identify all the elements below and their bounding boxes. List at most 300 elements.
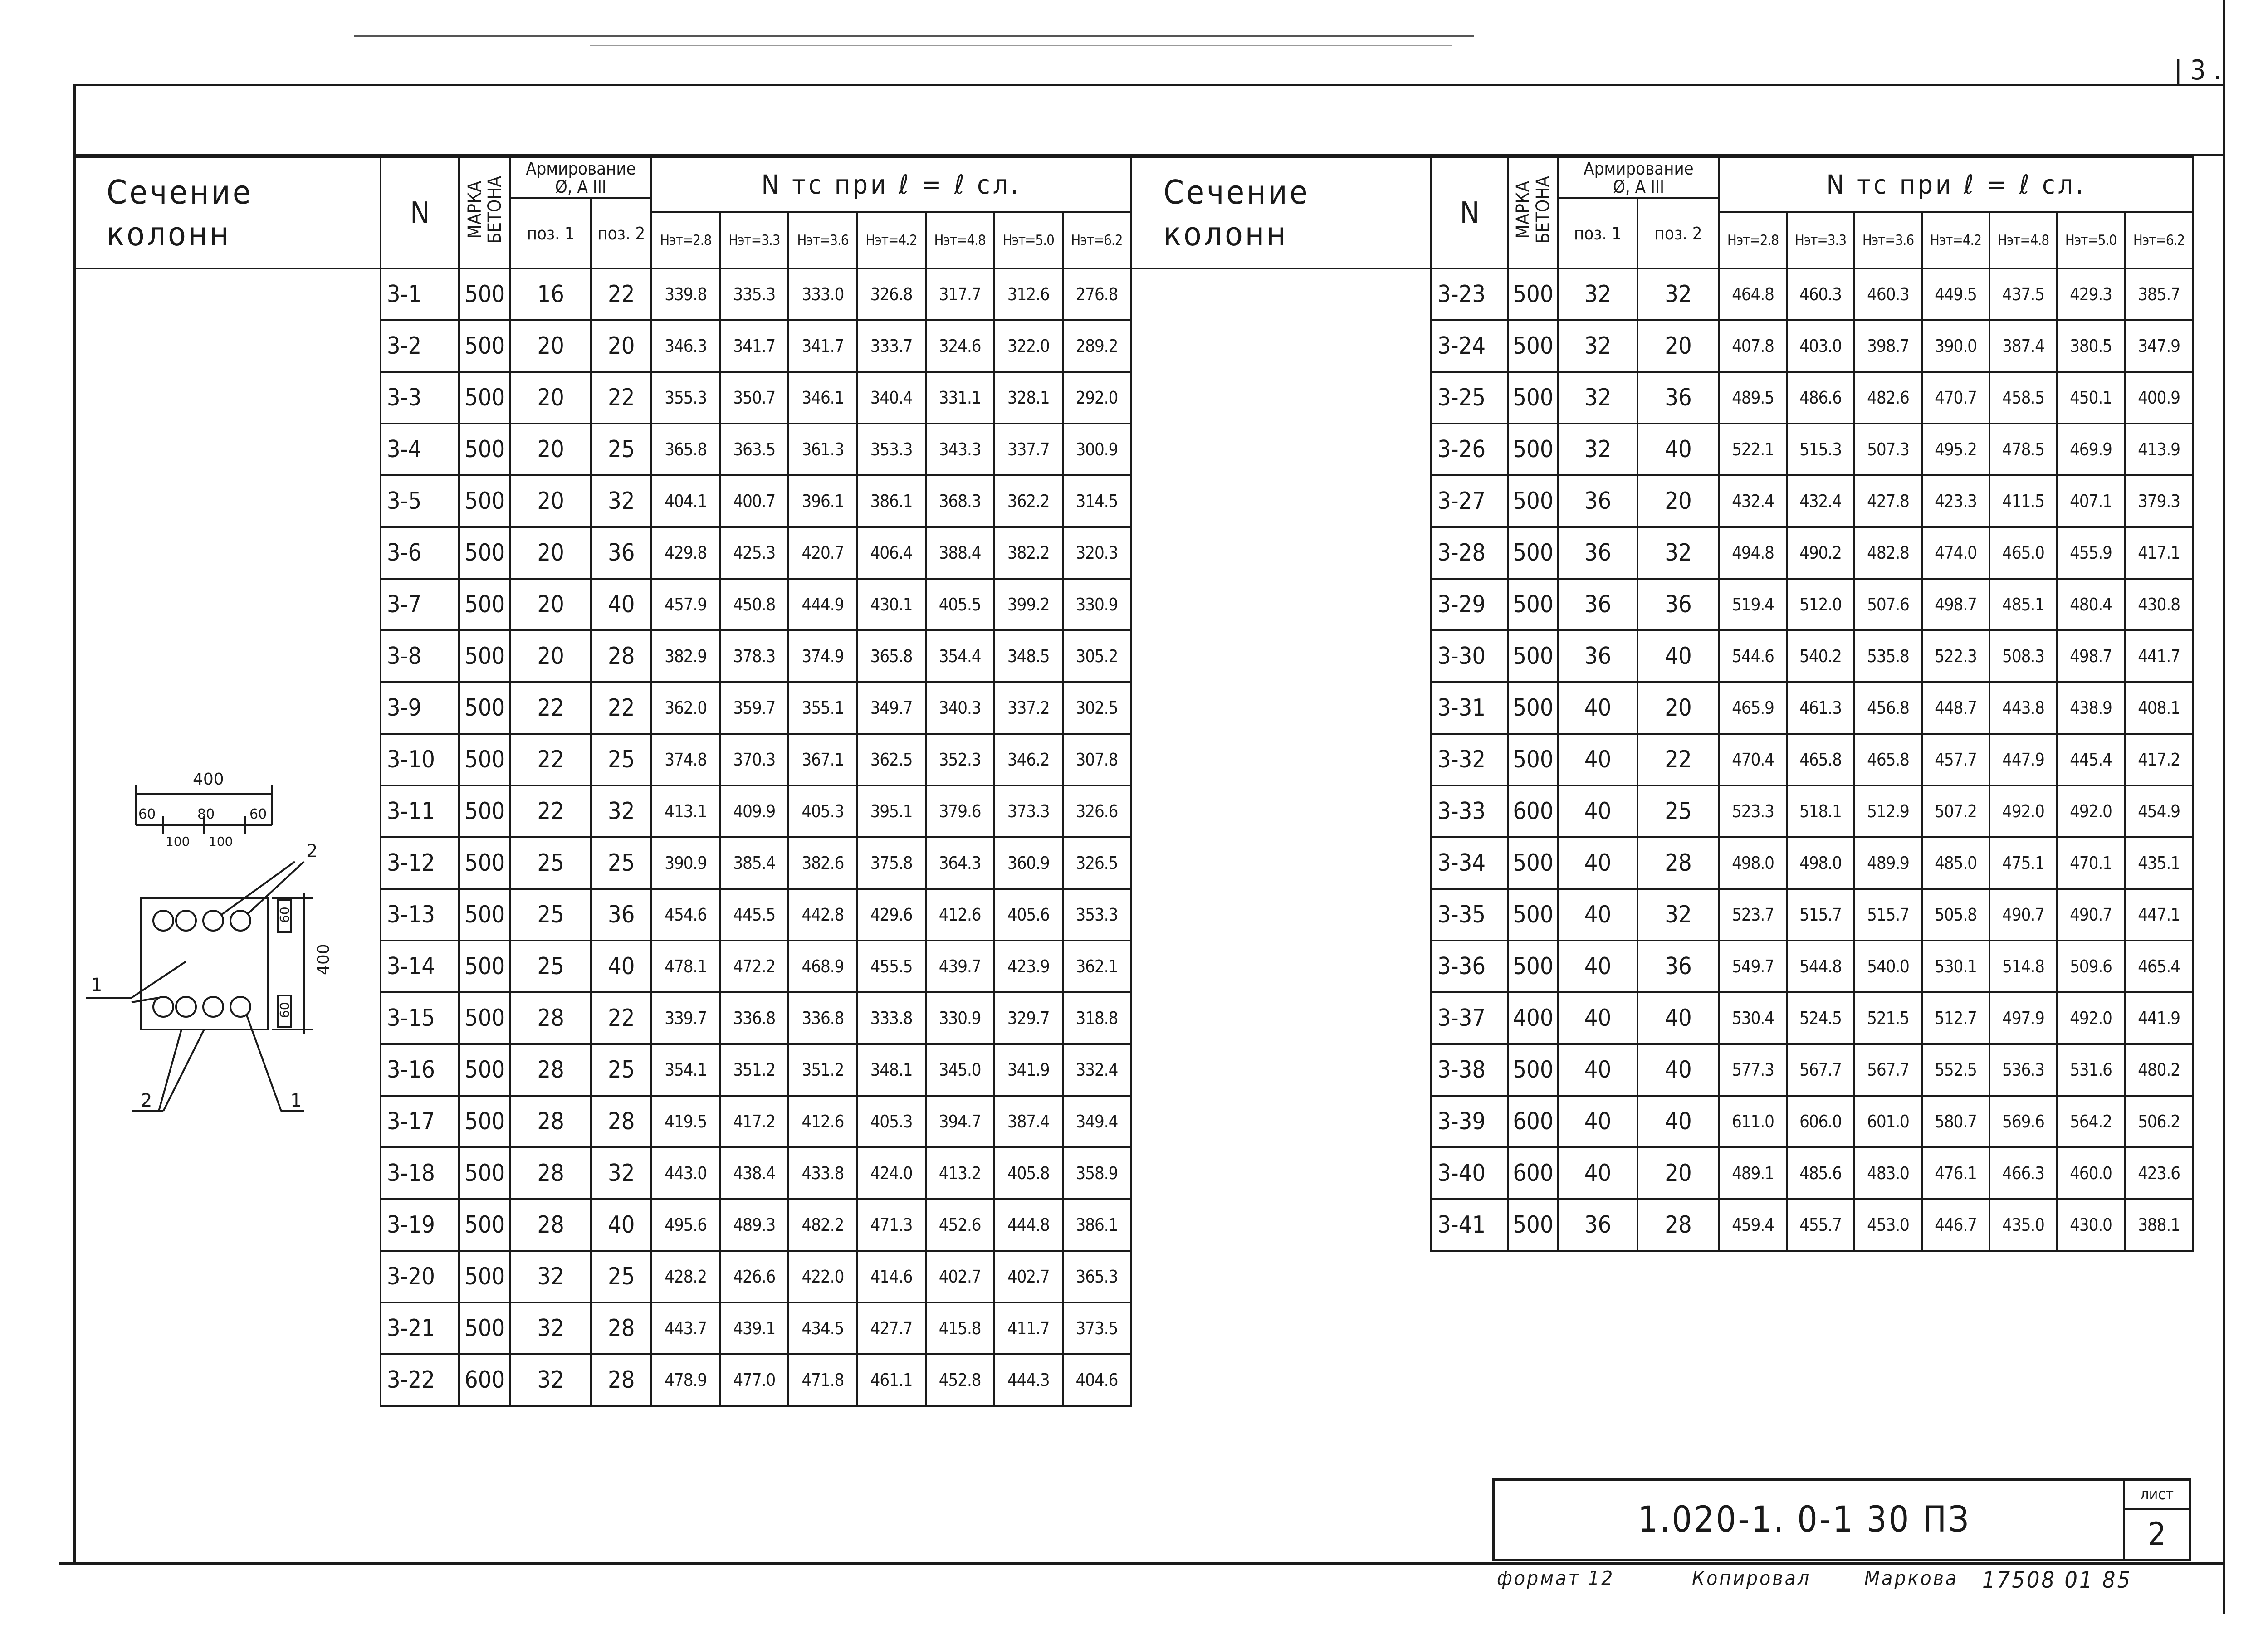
column-mark-cell: 3-35	[1431, 889, 1508, 941]
table-row	[75, 630, 1131, 682]
force-value-cell: 317.7	[926, 268, 994, 320]
force-value-cell: 341.7	[788, 320, 857, 372]
force-value-cell: 489.9	[1854, 837, 1922, 889]
force-value-cell: 330.9	[1063, 579, 1131, 630]
table-row	[1132, 630, 2193, 682]
force-value-cell: 457.7	[1922, 734, 1989, 785]
column-mark-cell: 3-36	[1431, 941, 1508, 992]
force-value-cell: 412.6	[788, 1096, 857, 1147]
force-value-cell: 331.1	[926, 372, 994, 424]
force-value-cell: 405.3	[788, 785, 857, 837]
force-value-cell: 512.0	[1787, 579, 1854, 630]
section-blank-cell	[1132, 630, 1431, 682]
force-value-cell: 402.7	[926, 1251, 994, 1302]
section-blank-cell	[1132, 1044, 1431, 1096]
pos2-diameter-cell: 28	[591, 1096, 651, 1147]
force-value-cell: 435.1	[2125, 837, 2193, 889]
force-value-cell: 374.9	[788, 630, 857, 682]
concrete-grade-cell: 500	[459, 630, 510, 682]
right-columns-table	[1132, 156, 2194, 1252]
column-mark-cell: 3-41	[1431, 1199, 1508, 1251]
force-value-cell: 531.6	[2057, 1044, 2125, 1096]
force-value-cell: 470.1	[2057, 837, 2125, 889]
h-col-header: Нэт=4.2	[857, 212, 925, 268]
column-mark-cell: 3-9	[381, 682, 459, 734]
section-blank-cell	[75, 320, 381, 372]
force-value-cell: 439.7	[926, 941, 994, 992]
column-mark-cell: 3-38	[1431, 1044, 1508, 1096]
force-value-cell: 339.7	[651, 992, 720, 1044]
scan-artifact-line	[354, 35, 1474, 37]
pos2-diameter-cell: 22	[591, 372, 651, 424]
force-value-cell: 457.9	[651, 579, 720, 630]
section-blank-cell	[1132, 268, 1431, 320]
dim-inner-right: 100	[209, 834, 233, 849]
force-value-cell: 434.5	[788, 1302, 857, 1354]
pos1-diameter-cell: 32	[1558, 268, 1637, 320]
pos1-diameter-cell: 40	[1558, 1096, 1637, 1147]
column-mark-cell: 3-39	[1431, 1096, 1508, 1147]
concrete-grade-cell: 500	[459, 320, 510, 372]
section-blank-cell	[1132, 475, 1431, 527]
concrete-grade-cell: 500	[459, 992, 510, 1044]
force-value-cell: 430.8	[2125, 579, 2193, 630]
force-value-cell: 464.8	[1719, 268, 1787, 320]
force-value-cell: 425.3	[720, 527, 788, 579]
force-value-cell: 519.4	[1719, 579, 1787, 630]
h-col-header: Нэт=3.6	[788, 212, 857, 268]
corner-mark: | 3 .	[2174, 54, 2221, 86]
force-value-cell: 443.0	[651, 1147, 720, 1199]
force-value-cell: 567.7	[1787, 1044, 1854, 1096]
concrete-grade-cell: 600	[459, 1354, 510, 1406]
force-value-cell: 485.1	[1989, 579, 2057, 630]
column-mark-cell: 3-21	[381, 1302, 459, 1354]
pos2-diameter-cell: 32	[591, 1147, 651, 1199]
pos1-diameter-cell: 40	[1558, 837, 1637, 889]
section-blank-cell	[75, 579, 381, 630]
pos2-diameter-cell: 40	[591, 1199, 651, 1251]
force-value-cell: 498.7	[1922, 579, 1989, 630]
force-value-cell: 300.9	[1063, 424, 1131, 475]
table-row	[1132, 682, 2193, 734]
pos1-diameter-cell: 22	[510, 682, 591, 734]
force-value-cell: 404.6	[1063, 1354, 1131, 1406]
force-value-cell: 433.8	[788, 1147, 857, 1199]
table-row	[1132, 372, 2193, 424]
force-value-cell: 360.9	[994, 837, 1063, 889]
table-row	[75, 527, 1131, 579]
force-value-cell: 346.2	[994, 734, 1063, 785]
force-value-cell: 456.8	[1854, 682, 1922, 734]
table-row	[75, 682, 1131, 734]
section-blank-cell	[75, 424, 381, 475]
table-row	[1132, 734, 2193, 785]
force-value-cell: 459.4	[1719, 1199, 1787, 1251]
pos2-diameter-cell: 40	[1637, 1044, 1719, 1096]
concrete-grade-header-line2: БЕТОНА	[1533, 176, 1554, 244]
force-value-cell: 324.6	[926, 320, 994, 372]
force-value-cell: 426.6	[720, 1251, 788, 1302]
column-mark-cell: 3-16	[381, 1044, 459, 1096]
pos2-diameter-cell: 28	[1637, 1199, 1719, 1251]
force-value-cell: 429.8	[651, 527, 720, 579]
force-value-cell: 505.8	[1922, 889, 1989, 941]
rebar-top	[176, 911, 196, 931]
section-header-line2: колонн	[1163, 215, 1288, 253]
force-value-cell: 422.0	[788, 1251, 857, 1302]
concrete-grade-cell: 500	[459, 1096, 510, 1147]
force-value-cell: 385.4	[720, 837, 788, 889]
force-value-cell: 567.7	[1854, 1044, 1922, 1096]
force-value-cell: 461.3	[1787, 682, 1854, 734]
pos1-diameter-cell: 40	[1558, 1147, 1637, 1199]
pos1-diameter-cell: 25	[510, 941, 591, 992]
force-value-cell: 380.5	[2057, 320, 2125, 372]
force-value-cell: 497.9	[1989, 992, 2057, 1044]
force-value-cell: 398.7	[1854, 320, 1922, 372]
pos2-diameter-cell: 20	[1637, 475, 1719, 527]
force-value-cell: 362.2	[994, 475, 1063, 527]
force-value-cell: 411.5	[1989, 475, 2057, 527]
force-value-cell: 435.0	[1989, 1199, 2057, 1251]
column-mark-cell: 3-4	[381, 424, 459, 475]
force-value-cell: 490.7	[1989, 889, 2057, 941]
force-value-cell: 569.6	[1989, 1096, 2057, 1147]
force-header: N тс при ℓ = ℓ сл.	[651, 157, 1131, 212]
section-header-line1: Сечение	[107, 173, 253, 211]
force-value-cell: 413.2	[926, 1147, 994, 1199]
section-header-line1: Сечение	[1163, 173, 1310, 211]
force-value-cell: 452.6	[926, 1199, 994, 1251]
table-row	[1132, 424, 2193, 475]
pos1-diameter-cell: 25	[510, 889, 591, 941]
column-mark-cell: 3-31	[1431, 682, 1508, 734]
force-value-cell: 507.2	[1922, 785, 1989, 837]
column-mark-cell: 3-5	[381, 475, 459, 527]
force-value-cell: 364.3	[926, 837, 994, 889]
force-value-cell: 365.8	[857, 630, 925, 682]
pos1-diameter-cell: 40	[1558, 1044, 1637, 1096]
force-value-cell: 423.6	[2125, 1147, 2193, 1199]
table-row	[75, 1354, 1131, 1406]
force-value-cell: 330.9	[926, 992, 994, 1044]
force-value-cell: 492.0	[1989, 785, 2057, 837]
concrete-grade-cell: 500	[459, 475, 510, 527]
h-col-header: Нэт=5.0	[2057, 212, 2125, 268]
force-value-cell: 460.0	[2057, 1147, 2125, 1199]
force-value-cell: 441.9	[2125, 992, 2193, 1044]
force-value-cell: 492.0	[2057, 785, 2125, 837]
concrete-grade-cell: 500	[459, 785, 510, 837]
concrete-grade-cell: 500	[459, 1251, 510, 1302]
force-value-cell: 441.7	[2125, 630, 2193, 682]
force-value-cell: 465.8	[1854, 734, 1922, 785]
table-row	[1132, 941, 2193, 992]
force-value-cell: 413.9	[2125, 424, 2193, 475]
pos2-diameter-cell: 22	[1637, 734, 1719, 785]
force-value-cell: 450.8	[720, 579, 788, 630]
force-value-cell: 335.3	[720, 268, 788, 320]
force-value-cell: 455.7	[1787, 1199, 1854, 1251]
h-col-header: Нэт=4.8	[1989, 212, 2057, 268]
force-value-cell: 490.7	[2057, 889, 2125, 941]
pos2-diameter-cell: 25	[1637, 785, 1719, 837]
table-row	[1132, 475, 2193, 527]
table-row	[1132, 1199, 2193, 1251]
force-value-cell: 476.1	[1922, 1147, 1989, 1199]
force-value-cell: 354.4	[926, 630, 994, 682]
section-blank-cell	[1132, 424, 1431, 475]
force-value-cell: 326.8	[857, 268, 925, 320]
force-value-cell: 349.7	[857, 682, 925, 734]
force-value-cell: 478.5	[1989, 424, 2057, 475]
force-value-cell: 378.3	[720, 630, 788, 682]
concrete-grade-cell: 500	[459, 837, 510, 889]
force-value-cell: 506.2	[2125, 1096, 2193, 1147]
force-value-cell: 329.7	[994, 992, 1063, 1044]
dim-inner-left: 100	[166, 834, 190, 849]
force-value-cell: 307.8	[1063, 734, 1131, 785]
force-value-cell: 400.7	[720, 475, 788, 527]
rebar-bottom	[176, 997, 196, 1017]
force-value-cell: 387.4	[1989, 320, 2057, 372]
force-value-cell: 276.8	[1063, 268, 1131, 320]
force-value-cell: 465.4	[2125, 941, 2193, 992]
column-mark-cell: 3-19	[381, 1199, 459, 1251]
pos1-diameter-cell: 20	[510, 424, 591, 475]
force-value-cell: 507.3	[1854, 424, 1922, 475]
force-value-cell: 470.4	[1719, 734, 1787, 785]
reinforcement-subtitle: Ø, A III	[555, 177, 606, 197]
force-value-cell: 453.0	[1854, 1199, 1922, 1251]
concrete-grade-cell: 500	[1508, 734, 1558, 785]
force-value-cell: 438.4	[720, 1147, 788, 1199]
force-value-cell: 343.3	[926, 424, 994, 475]
force-value-cell: 508.3	[1989, 630, 2057, 682]
column-mark-cell: 3-1	[381, 268, 459, 320]
table-row	[75, 1302, 1131, 1354]
force-value-cell: 332.4	[1063, 1044, 1131, 1096]
column-mark-cell: 3-40	[1431, 1147, 1508, 1199]
force-value-cell: 442.8	[788, 889, 857, 941]
force-value-cell: 355.1	[788, 682, 857, 734]
force-value-cell: 489.5	[1719, 372, 1787, 424]
callout-2-top: 2	[306, 841, 318, 862]
h-col-header: Нэт=5.0	[994, 212, 1063, 268]
force-value-cell: 471.3	[857, 1199, 925, 1251]
force-value-cell: 394.7	[926, 1096, 994, 1147]
pos2-diameter-cell: 36	[1637, 579, 1719, 630]
pos2-diameter-cell: 25	[591, 1251, 651, 1302]
force-value-cell: 470.7	[1922, 372, 1989, 424]
force-value-cell: 382.9	[651, 630, 720, 682]
section-blank-cell	[1132, 734, 1431, 785]
force-value-cell: 361.3	[788, 424, 857, 475]
force-value-cell: 482.2	[788, 1199, 857, 1251]
force-value-cell: 387.4	[994, 1096, 1063, 1147]
force-value-cell: 314.5	[1063, 475, 1131, 527]
force-value-cell: 475.1	[1989, 837, 2057, 889]
force-value-cell: 379.6	[926, 785, 994, 837]
force-value-cell: 507.6	[1854, 579, 1922, 630]
section-blank-cell	[75, 1354, 381, 1406]
force-value-cell: 365.8	[651, 424, 720, 475]
callout-2-bottom: 2	[141, 1090, 152, 1111]
force-value-cell: 427.8	[1854, 475, 1922, 527]
scan-artifact-line	[590, 45, 1452, 46]
section-blank-cell	[1132, 1199, 1431, 1251]
force-value-cell: 402.7	[994, 1251, 1063, 1302]
column-mark-cell: 3-32	[1431, 734, 1508, 785]
pos2-diameter-cell: 28	[591, 1302, 651, 1354]
section-blank-cell	[75, 1251, 381, 1302]
callout-1-left: 1	[91, 975, 103, 995]
pos2-diameter-cell: 20	[1637, 1147, 1719, 1199]
force-value-cell: 423.3	[1922, 475, 1989, 527]
force-value-cell: 482.8	[1854, 527, 1922, 579]
footer-name: Маркова	[1864, 1567, 1959, 1590]
force-value-cell: 382.6	[788, 837, 857, 889]
concrete-grade-cell: 600	[1508, 1096, 1558, 1147]
pos2-diameter-cell: 25	[591, 837, 651, 889]
concrete-grade-cell: 500	[1508, 682, 1558, 734]
pos1-diameter-cell: 22	[510, 734, 591, 785]
force-value-cell: 535.8	[1854, 630, 1922, 682]
force-value-cell: 480.2	[2125, 1044, 2193, 1096]
table-row	[1132, 579, 2193, 630]
reinforcement-title: Армирование	[1584, 159, 1694, 179]
table-row	[75, 579, 1131, 630]
force-value-cell: 428.2	[651, 1251, 720, 1302]
force-value-cell: 430.1	[857, 579, 925, 630]
force-value-cell: 445.4	[2057, 734, 2125, 785]
force-value-cell: 423.9	[994, 941, 1063, 992]
rebar-top	[153, 911, 173, 931]
column-mark-cell: 3-20	[381, 1251, 459, 1302]
concrete-grade-cell: 500	[459, 527, 510, 579]
concrete-grade-cell: 500	[1508, 1199, 1558, 1251]
concrete-grade-cell: 500	[1508, 424, 1558, 475]
force-value-cell: 396.1	[788, 475, 857, 527]
force-value-cell: 405.5	[926, 579, 994, 630]
concrete-grade-cell: 500	[1508, 475, 1558, 527]
table-row	[1132, 889, 2193, 941]
pos1-diameter-cell: 32	[1558, 424, 1637, 475]
pos1-diameter-cell: 28	[510, 992, 591, 1044]
force-value-cell: 337.2	[994, 682, 1063, 734]
concrete-grade-cell: 500	[1508, 320, 1558, 372]
force-value-cell: 399.2	[994, 579, 1063, 630]
force-value-cell: 438.9	[2057, 682, 2125, 734]
pos2-diameter-cell: 36	[1637, 372, 1719, 424]
column-mark-cell: 3-37	[1431, 992, 1508, 1044]
reinforcement-subtitle: Ø, A III	[1613, 177, 1665, 197]
force-value-cell: 326.6	[1063, 785, 1131, 837]
section-blank-cell	[75, 268, 381, 320]
section-blank-cell	[1132, 941, 1431, 992]
force-value-cell: 450.1	[2057, 372, 2125, 424]
force-value-cell: 478.9	[651, 1354, 720, 1406]
force-value-cell: 474.0	[1922, 527, 1989, 579]
pos2-diameter-cell: 25	[591, 734, 651, 785]
force-value-cell: 403.0	[1787, 320, 1854, 372]
pos1-header: поз. 1	[1558, 198, 1637, 268]
force-value-cell: 606.0	[1787, 1096, 1854, 1147]
force-value-cell: 429.6	[857, 889, 925, 941]
force-value-cell: 362.1	[1063, 941, 1131, 992]
section-blank-cell	[1132, 527, 1431, 579]
concrete-grade-header-line1: МАРКА	[464, 181, 485, 239]
column-section-drawing	[68, 766, 395, 1138]
force-value-cell: 352.3	[926, 734, 994, 785]
force-value-cell: 318.8	[1063, 992, 1131, 1044]
force-value-cell: 379.3	[2125, 475, 2193, 527]
force-value-cell: 415.8	[926, 1302, 994, 1354]
force-value-cell: 515.3	[1787, 424, 1854, 475]
section-blank-cell	[1132, 320, 1431, 372]
rebar-top	[230, 911, 250, 931]
force-value-cell: 354.1	[651, 1044, 720, 1096]
section-blank-cell	[1132, 837, 1431, 889]
table-row	[1132, 527, 2193, 579]
force-value-cell: 349.4	[1063, 1096, 1131, 1147]
force-value-cell: 328.1	[994, 372, 1063, 424]
force-value-cell: 483.0	[1854, 1147, 1922, 1199]
force-value-cell: 522.1	[1719, 424, 1787, 475]
pos1-diameter-cell: 36	[1558, 630, 1637, 682]
h-col-header: Нэт=4.2	[1922, 212, 1989, 268]
concrete-grade-header-line2: БЕТОНА	[484, 176, 505, 244]
concrete-grade-cell: 500	[459, 1147, 510, 1199]
force-value-cell: 515.7	[1787, 889, 1854, 941]
concrete-grade-cell: 500	[1508, 372, 1558, 424]
concrete-grade-cell: 600	[1508, 785, 1558, 837]
pos1-diameter-cell: 25	[510, 837, 591, 889]
force-value-cell: 386.1	[857, 475, 925, 527]
column-mark-cell: 3-14	[381, 941, 459, 992]
pos1-diameter-cell: 28	[510, 1044, 591, 1096]
pos1-diameter-cell: 28	[510, 1147, 591, 1199]
pos1-diameter-cell: 40	[1558, 682, 1637, 734]
force-value-cell: 498.0	[1787, 837, 1854, 889]
section-blank-cell	[75, 1147, 381, 1199]
force-value-cell: 611.0	[1719, 1096, 1787, 1147]
force-value-cell: 351.2	[788, 1044, 857, 1096]
force-value-cell: 395.1	[857, 785, 925, 837]
force-value-cell: 549.7	[1719, 941, 1787, 992]
force-value-cell: 430.0	[2057, 1199, 2125, 1251]
concrete-grade-cell: 500	[1508, 889, 1558, 941]
force-value-cell: 514.8	[1989, 941, 2057, 992]
concrete-grade-cell: 500	[459, 579, 510, 630]
concrete-grade-cell: 500	[459, 372, 510, 424]
pos1-diameter-cell: 28	[510, 1199, 591, 1251]
force-value-cell: 390.9	[651, 837, 720, 889]
pos1-diameter-cell: 32	[1558, 320, 1637, 372]
pos1-diameter-cell: 20	[510, 475, 591, 527]
dim-top-mid: 80	[197, 806, 215, 822]
dim-cover-top: 60	[277, 907, 292, 923]
section-blank-cell	[1132, 1147, 1431, 1199]
column-mark-cell: 3-13	[381, 889, 459, 941]
h-col-header: Нэт=6.2	[1063, 212, 1131, 268]
force-value-cell: 417.2	[2125, 734, 2193, 785]
table-row	[1132, 785, 2193, 837]
pos1-diameter-cell: 28	[510, 1096, 591, 1147]
force-value-cell: 390.0	[1922, 320, 1989, 372]
force-value-cell: 419.5	[651, 1096, 720, 1147]
